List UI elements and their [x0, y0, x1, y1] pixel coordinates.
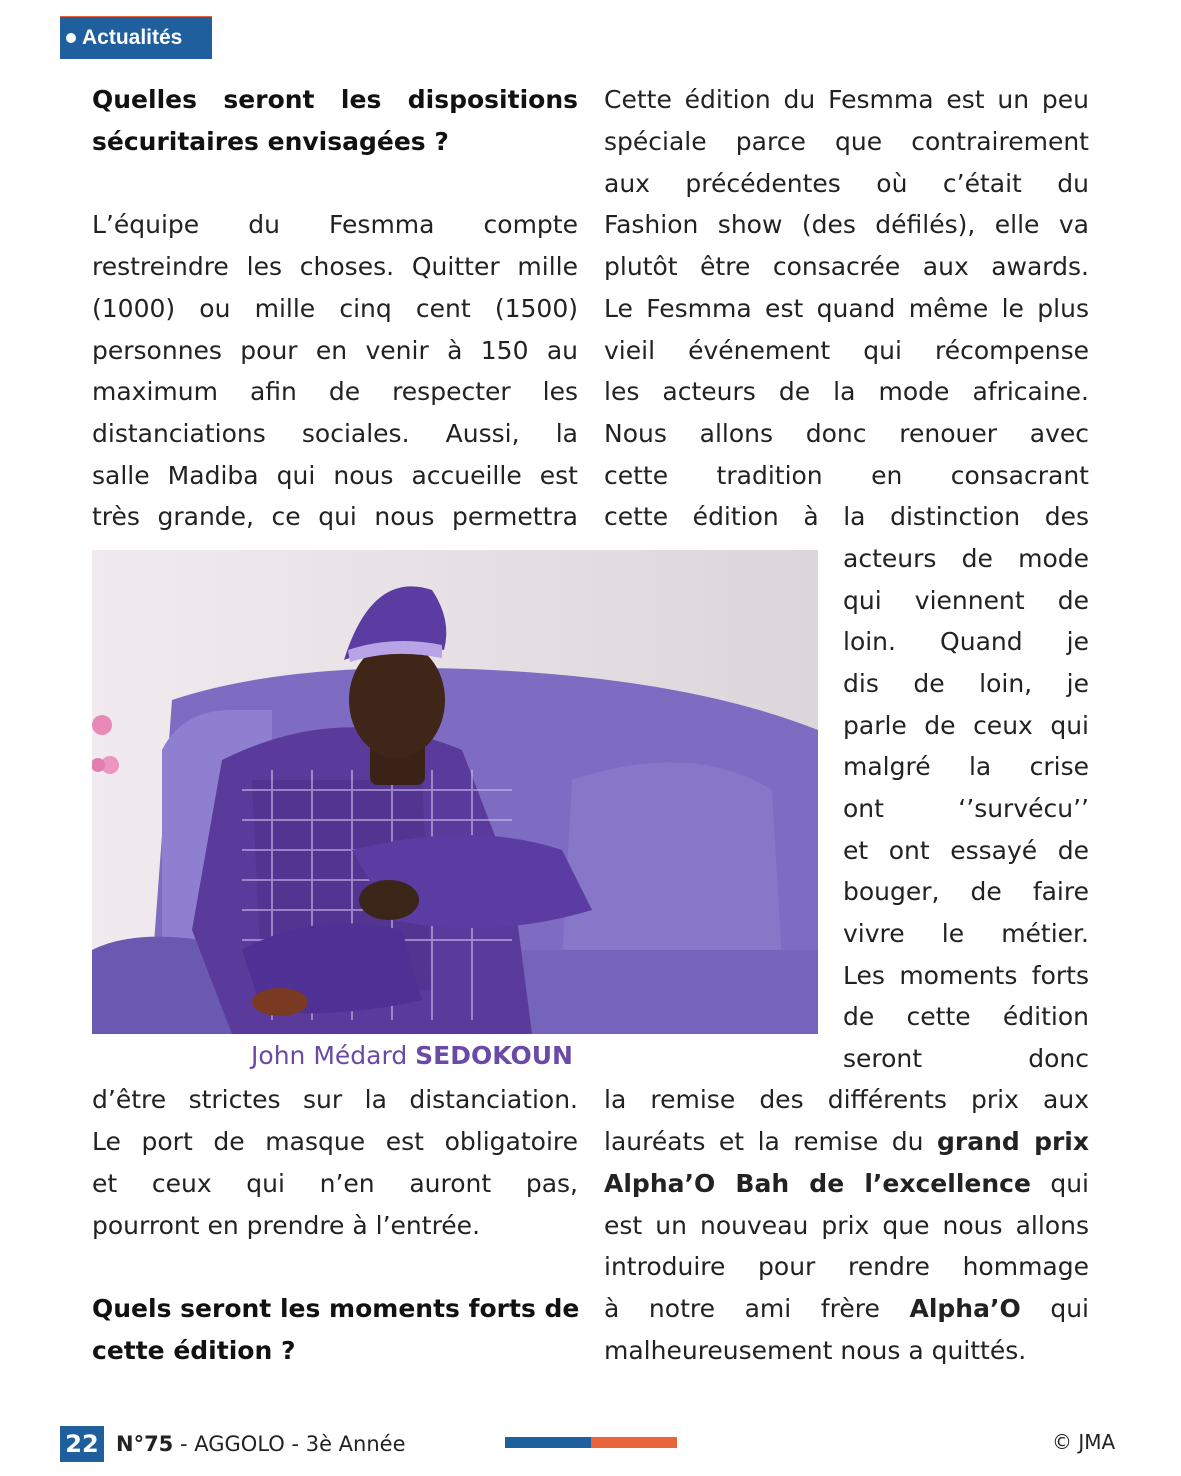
- question-2-line: cette édition ?: [92, 1336, 296, 1365]
- footer-issue-info: [116, 1430, 406, 1458]
- bold-text-run: grand prix: [937, 1127, 1089, 1156]
- answer-2-line: [604, 1121, 1089, 1163]
- text-run: qui: [1020, 1294, 1089, 1323]
- answer-2-line: Les moments forts: [843, 961, 1089, 990]
- answer-2-line: Cette édition du Fesmma est un peu: [604, 85, 1089, 114]
- answer-2-line: spéciale parce que contrairement: [604, 127, 1089, 156]
- caption-first-name: John Médard: [251, 1041, 416, 1070]
- bold-text-run: Alpha’O Bah de l’excellence: [604, 1169, 1031, 1198]
- answer-2-line: les acteurs de la mode africaine.: [604, 377, 1089, 406]
- section-tag: [60, 17, 212, 59]
- footer-bar-blue: [505, 1437, 591, 1448]
- answer-2-line: dis de loin, je: [843, 669, 1089, 698]
- answer-2-line: aux précédentes où c’était du: [604, 169, 1089, 198]
- answer-2-line: malheureusement nous a quittés.: [604, 1336, 1027, 1365]
- answer-1-line: pourront en prendre à l’entrée.: [92, 1211, 481, 1240]
- portrait-photo: [92, 550, 818, 1034]
- answer-2-line: parle de ceux qui: [843, 711, 1089, 740]
- question-2-line: Quels seront les moments forts de: [92, 1294, 580, 1323]
- answer-1-line: distanciations sociales. Aussi, la: [92, 419, 578, 448]
- answer-1-line: Le port de masque est obligatoire: [92, 1127, 578, 1156]
- answer-2-line: ont ‘’survécu’’: [843, 794, 1089, 823]
- answer-2-line: bouger, de faire: [843, 877, 1089, 906]
- caption-surname: SEDOKOUN: [415, 1041, 573, 1070]
- answer-1-line: salle Madiba qui nous accueille est: [92, 461, 578, 490]
- bullet-icon: [66, 33, 76, 43]
- question-1-line: sécuritaires envisagées ?: [92, 127, 449, 156]
- copyright-text: © JMA: [1052, 1430, 1116, 1454]
- bold-text-run: Alpha’O: [909, 1294, 1021, 1323]
- answer-2-line: est un nouveau prix que nous allons: [604, 1211, 1089, 1240]
- page-number: 22: [60, 1426, 104, 1462]
- answer-2-line: cette tradition en consacrant: [604, 461, 1089, 490]
- answer-1-line: maximum afin de respecter les: [92, 377, 578, 406]
- answer-1-line: L’équipe du Fesmma compte: [92, 210, 578, 239]
- answer-2-line: [604, 1288, 1089, 1330]
- magazine-name: - AGGOLO - 3è Année: [173, 1432, 406, 1456]
- answer-1-line: d’être strictes sur la distanciation.: [92, 1085, 578, 1114]
- answer-2-line: plutôt être consacrée aux awards.: [604, 252, 1089, 281]
- answer-2-line: loin. Quand je: [843, 627, 1089, 656]
- answer-1-line: et ceux qui n’en auront pas,: [92, 1169, 578, 1198]
- answer-1-line: très grande, ce qui nous permettra: [92, 502, 578, 531]
- answer-1-line: restreindre les choses. Quitter mille: [92, 252, 578, 281]
- answer-2-line: acteurs de mode: [843, 544, 1089, 573]
- text-run: à notre ami frère: [604, 1294, 910, 1323]
- photo-caption: [92, 1036, 732, 1076]
- answer-2-line: seront donc: [843, 1044, 1089, 1073]
- answer-2-line: [604, 1163, 1089, 1205]
- answer-2-line: introduire pour rendre hommage: [604, 1252, 1089, 1281]
- answer-1-line: (1000) ou mille cinq cent (1500): [92, 294, 578, 323]
- answer-2-line: Nous allons donc renouer avec: [604, 419, 1089, 448]
- answer-2-line: Le Fesmma est quand même le plus: [604, 294, 1089, 323]
- answer-1-line: personnes pour en venir à 150 au: [92, 336, 578, 365]
- answer-2-line: vivre le métier.: [843, 919, 1089, 948]
- footer-bar-orange: [591, 1437, 677, 1448]
- answer-2-line: et ont essayé de: [843, 836, 1089, 865]
- answer-2-line: Fashion show (des défilés), elle va: [604, 210, 1089, 239]
- section-tag-label: Actualités: [82, 26, 183, 49]
- answer-2-line: cette édition à la distinction des: [604, 502, 1089, 531]
- answer-2-line: qui viennent de: [843, 586, 1089, 615]
- issue-number: N°75: [116, 1432, 174, 1456]
- text-run: lauréats et la remise du: [604, 1127, 937, 1156]
- answer-2-line: de cette édition: [843, 1002, 1089, 1031]
- question-1-line: Quelles seront les dispositions: [92, 85, 578, 114]
- answer-2-line: la remise des différents prix aux: [604, 1085, 1089, 1114]
- text-run: qui: [1030, 1169, 1089, 1198]
- portrait-illustration: [92, 550, 818, 1034]
- answer-2-line: vieil événement qui récompense: [604, 336, 1089, 365]
- answer-2-line: malgré la crise: [843, 752, 1089, 781]
